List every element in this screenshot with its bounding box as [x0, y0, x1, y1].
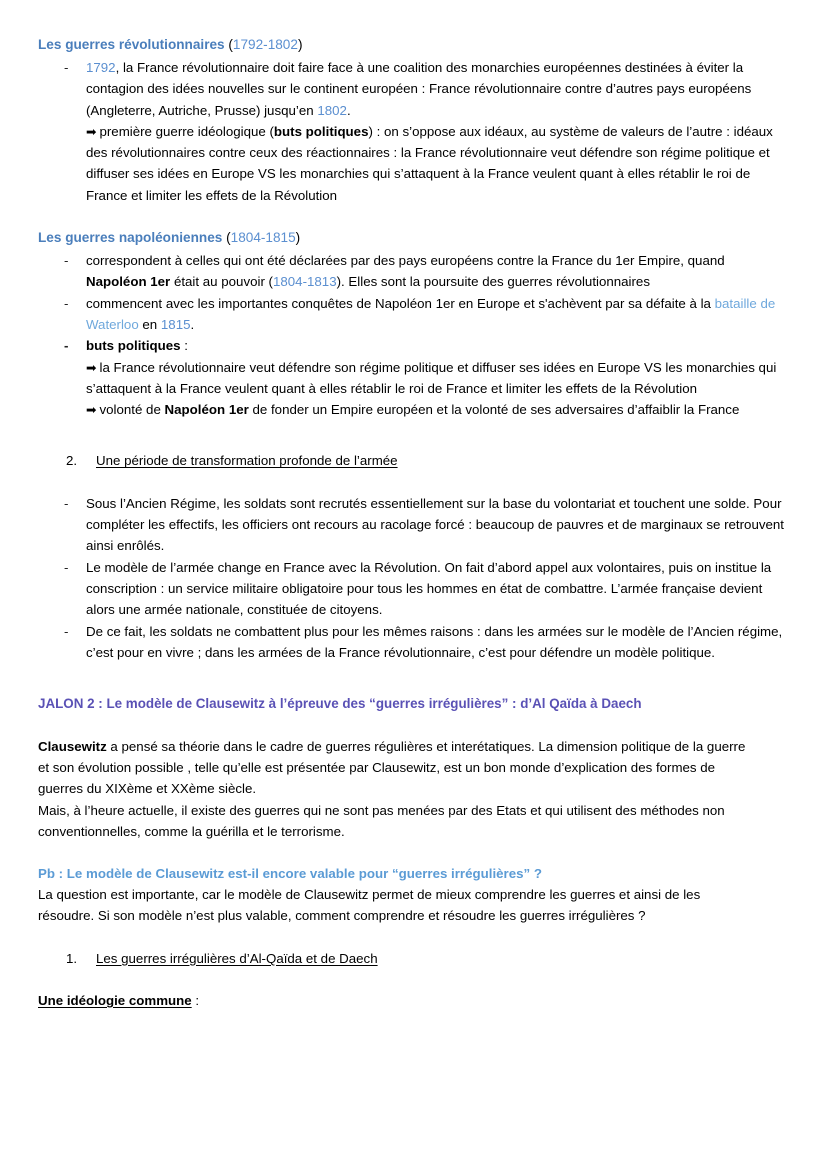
- heading-paren-close-char: ): [295, 230, 301, 246]
- list-item: [38, 335, 788, 356]
- bullet-text-mid: était au pouvoir (: [170, 274, 273, 290]
- bullet-text-post: .: [190, 316, 195, 332]
- arrow-text-post: ) : on s’oppose aux idéaux, au système de valeurs de l’autre : idéaux des révolutionnaires contre ceux des réactionnaires : la France révolutionnaire veut défendre son régime politique et diffuser ses idées en Europe VS les monarchies qui s’attaquent à la France veulent quant à elles rétablir le roi de France et limiter les effets de la Révolution: [86, 123, 773, 203]
- section-number: 2.: [66, 453, 78, 469]
- heading-paren-open-char: (: [226, 230, 231, 246]
- arrow-bullet-icon: ➡: [86, 123, 97, 139]
- subsection-title: Une idéologie commune: [38, 993, 192, 1008]
- dash-bullet-icon: -: [64, 623, 69, 639]
- subsection-title-suffix: :: [191, 993, 200, 1008]
- link-bataille-de-waterloo[interactable]: bataille de Waterloo: [86, 295, 776, 332]
- paragraph-guerres-actuelles: Mais, à l’heure actuelle, il existe des guerres qui ne sont pas menées par des Etats et qui utilisent des méthodes non conventionnelles, comme la guérilla et le terrorisme.: [38, 802, 725, 839]
- bullet-text-post: ). Elles sont la poursuite des guerres révolutionnaires: [336, 274, 650, 290]
- spacer: [38, 663, 788, 693]
- napoleonic-bullet-list: [38, 250, 788, 356]
- heading-title-text: Les guerres révolutionnaires: [38, 37, 225, 52]
- paragraph-bold-clausewitz: Clausewitz: [38, 738, 107, 754]
- section-title: Une période de transformation profonde de l’armée: [96, 453, 398, 469]
- bullet-text: Le modèle de l’armée change en France avec la Révolution. On fait d’abord appel aux volontaires, puis on institue la conscription : un service militaire obligatoire pour tous les hommes en état de combattre. L’armée française devient alors une armée nationale, constituée de citoyens.: [86, 559, 772, 618]
- arrow-line-france-revolutionnaire: [38, 357, 788, 400]
- heading-paren-close-char: ): [297, 37, 303, 52]
- list-item: [38, 250, 788, 293]
- arrow-text-bold-napoleon: Napoléon 1er: [164, 402, 249, 418]
- spacer: [38, 715, 788, 736]
- spacer: [38, 420, 788, 450]
- dash-bullet-icon: -: [64, 60, 69, 75]
- bullet-body-text: , la France révolutionnaire doit faire face à une coalition des monarchies européennes destinées à éviter la contagion des idées nouvelles sur le continent européen : France révolutionnaire contre d’autres pays européens (Angleterre, Autriche, Prusse) jusqu’en: [86, 60, 752, 118]
- heading-guerres-revolutionnaires: [38, 34, 788, 55]
- heading-paren-open-char: (: [228, 37, 233, 52]
- section-title: Les guerres irrégulières d’Al-Qaïda et de Daech: [96, 950, 378, 966]
- dash-bullet-icon: -: [64, 559, 69, 575]
- arrow-bullet-icon: ➡: [86, 402, 97, 418]
- dash-bullet-icon: -: [64, 295, 69, 311]
- bullet-text: Sous l’Ancien Régime, les soldats sont recrutés essentiellement sur la base du volontariat et touchent une solde. Pour compléter les effectifs, les officiers ont recours au racolage forcé : beaucoup de pauvres et de marginaux se retrouvent ainsi enrôlés.: [86, 495, 784, 554]
- bullet-text-post: :: [180, 338, 188, 354]
- dash-bullet-icon: -: [64, 495, 69, 511]
- spacer: [38, 969, 788, 990]
- arrow-line-volonte-napoleon: [38, 399, 788, 420]
- jalon2-sub-section-list: [38, 948, 788, 969]
- list-item: [38, 493, 788, 557]
- dash-bullet-icon: -: [64, 338, 69, 354]
- army-section-heading-list: [38, 450, 788, 471]
- paragraph-clausewitz-theory: [38, 736, 756, 800]
- arrow-text-post: de fonder un Empire européen et la volonté de ses adversaires d’affaiblir la France: [248, 402, 740, 418]
- list-item: [38, 57, 788, 121]
- arrow-bullet-icon: ➡: [86, 359, 97, 375]
- list-item: [38, 293, 788, 336]
- heading-guerres-napoleoniennes: [38, 227, 788, 248]
- heading-jalon-2: JALON 2 : Le modèle de Clausewitz à l’épreuve des “guerres irrégulières” : d’Al Qaïda à Daech: [38, 696, 642, 712]
- spacer: [38, 206, 788, 227]
- paragraph-problematique-body: La question est importante, car le modèle de Clausewitz permet de mieux comprendre les guerres et ainsi de les résoudre. Si son modèle n’est plus valable, comment comprendre et résoudre les guerres irrégulières ?: [38, 887, 701, 924]
- year-1815: 1815: [160, 316, 191, 332]
- dash-bullet-icon: -: [64, 253, 69, 269]
- heading-years: 1792-1802: [232, 37, 298, 52]
- arrow-line-buts-politiques: [38, 121, 788, 206]
- heading-problematique: Pb : Le modèle de Clausewitz est-il encore valable pour “guerres irrégulières” ?: [38, 866, 542, 882]
- heading-title-text: Les guerres napoléoniennes: [38, 230, 223, 246]
- paragraph-text: a pensé sa théorie dans le cadre de guerres régulières et interétatiques. La dimension politique de la guerre et son évolution possible , telle qu’elle est présentée par Clausewitz, est un bon monde d’explication des formes de guerres du XIXème et XXème siècle.: [38, 738, 746, 797]
- army-bullet-list: [38, 493, 788, 663]
- bullet-body-tail: .: [346, 102, 351, 118]
- arrow-text: la France révolutionnaire veut défendre son régime politique et diffuser ses idées en Europe VS les monarchies qui s’attaquent à la France veulent quant à elles rétablir le roi de France et limiter les effets de la Révolution: [86, 359, 777, 396]
- heading-une-ideologie-commune: [38, 990, 756, 1011]
- arrow-text-pre: volonté de: [99, 402, 165, 418]
- bullet-text: De ce fait, les soldats ne combattent plus pour les mêmes raisons : dans les armées sur le modèle de l’Ancien régime, c’est pour en vivre ; dans les armées de la France révolutionnaire, c’est pour défendre un modèle politique.: [86, 623, 783, 660]
- year-1802: 1802: [317, 102, 347, 118]
- section-number: 1.: [66, 950, 78, 966]
- revolutionary-bullet-list: [38, 57, 788, 121]
- years-1804-1813: 1804-1813: [273, 274, 337, 290]
- bullet-text-mid: en: [138, 316, 161, 332]
- numbered-heading-item: [38, 948, 788, 969]
- year-1792: 1792: [86, 60, 116, 75]
- arrow-text-bold: buts politiques: [273, 123, 369, 139]
- spacer: [38, 842, 788, 863]
- numbered-heading-item: [38, 450, 788, 471]
- list-item: [38, 557, 788, 621]
- bullet-text-bold: buts politiques: [86, 338, 181, 354]
- bullet-text-pre: commencent avec les importantes conquêtes de Napoléon 1er en Europe et s'achèvent par sa défaite à la: [86, 295, 715, 311]
- arrow-text-pre: première guerre idéologique (: [99, 123, 274, 139]
- bullet-text-pre: correspondent à celles qui ont été déclarées par des pays européens contre la France du 1er Empire, quand: [86, 253, 725, 269]
- heading-years: 1804-1815: [230, 230, 296, 246]
- bullet-text-bold-napoleon: Napoléon 1er: [86, 274, 171, 290]
- spacer: [38, 472, 788, 493]
- spacer: [38, 927, 788, 948]
- list-item: [38, 621, 788, 664]
